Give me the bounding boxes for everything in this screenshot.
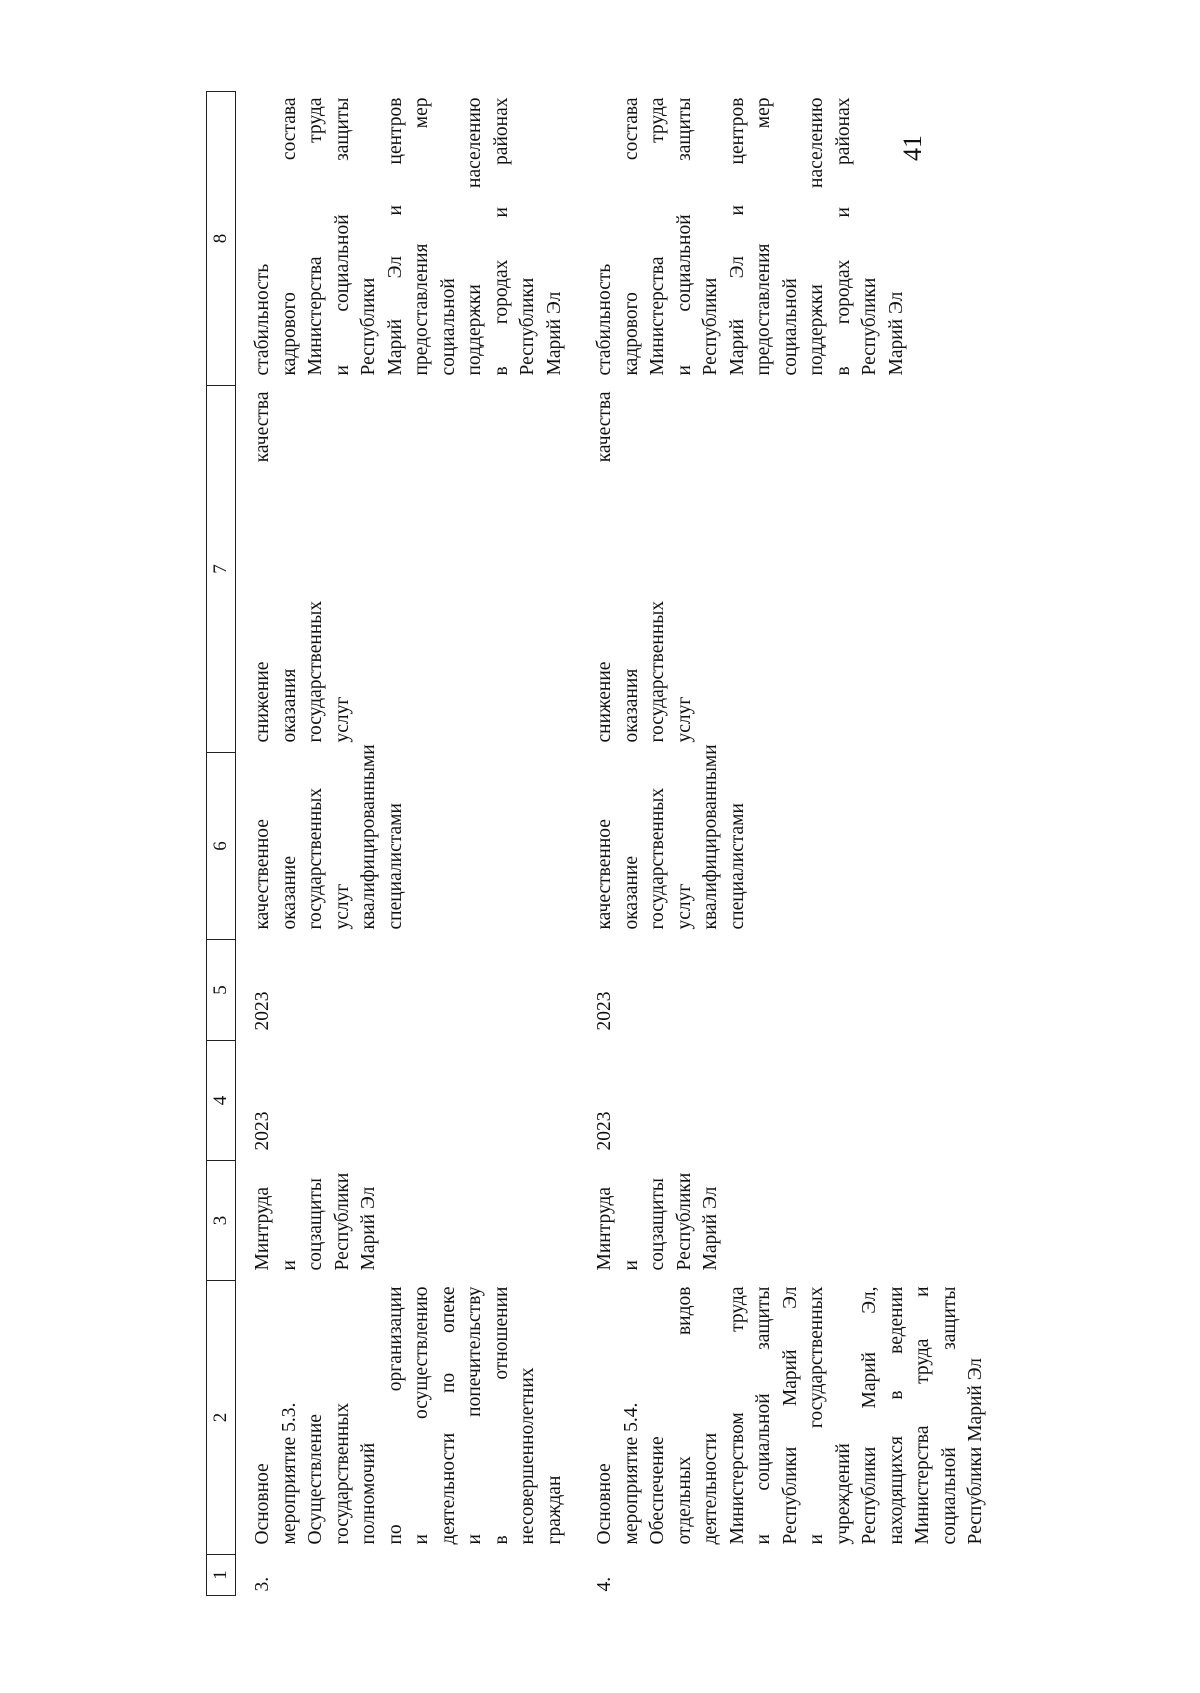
result-cell	[236, 744, 579, 940]
executor-line: и соцзащиты	[620, 1177, 668, 1271]
start-year-cell: 2023	[594, 1111, 615, 1151]
activity-line: мероприятие 5.4.	[620, 1402, 642, 1545]
activity-line: Республики Марий Эл	[779, 1286, 801, 1545]
activity-line: мероприятие 5.3.	[278, 1402, 300, 1545]
activity-cell	[236, 1281, 579, 1555]
activity-line: и социальной защиты	[753, 1286, 774, 1545]
result-line: качественное	[252, 819, 273, 930]
result-line: услуг	[673, 883, 695, 930]
activity-line: деятельности по опеке	[437, 1286, 459, 1545]
executor-line: Минтруда	[252, 1186, 273, 1271]
activity-cell	[578, 1281, 1000, 1555]
links-cell	[236, 92, 579, 386]
links-line: Марий Эл	[885, 291, 907, 376]
activity-line: в отношении	[490, 1286, 512, 1545]
links-line: кадрового состава	[620, 97, 642, 376]
executor-line: Марий Эл	[700, 1186, 721, 1271]
links-line: Министерства труда	[647, 97, 668, 376]
result-line: специалистами	[384, 803, 406, 930]
links-line: стабильность	[252, 263, 273, 376]
result-line: государственных	[305, 787, 326, 930]
table-header	[207, 92, 236, 1596]
header-col-1: 1	[207, 1555, 236, 1596]
links-line: Министерства труда	[305, 97, 326, 376]
header-col-6: 6	[207, 753, 236, 940]
activity-line: и государственных	[806, 1286, 827, 1545]
program-activities-table	[206, 91, 1000, 1596]
activity-line: находящихся в ведении	[885, 1286, 907, 1545]
activity-line: несовершеннолетних	[517, 1367, 538, 1545]
table-row	[236, 92, 579, 1596]
links-line: кадрового состава	[278, 97, 300, 376]
links-line: стабильность	[594, 263, 615, 376]
activity-line: отдельных видов	[673, 1286, 695, 1545]
links-line: Республики	[358, 277, 379, 376]
header-row	[207, 92, 236, 1596]
header-col-2: 2	[207, 1281, 236, 1555]
executor-line: Республики	[673, 1172, 695, 1271]
activity-line: Республики Марий Эл	[965, 1357, 986, 1545]
activity-line: Министерством труда	[726, 1286, 748, 1545]
links-line: предоставления мер	[411, 97, 432, 376]
result-line: государственных	[647, 787, 668, 930]
executor-line: и соцзащиты	[278, 1177, 326, 1271]
links-line: предоставления мер	[753, 97, 774, 376]
links-line: Республики	[700, 277, 721, 376]
links-line: поддержки населению	[806, 97, 827, 376]
end-year-cell: 2023	[252, 991, 273, 1031]
consequences-line: государственных	[647, 600, 668, 743]
header-col-7: 7	[207, 386, 236, 753]
executor-cell	[236, 1161, 579, 1281]
rotated-table-wrapper	[206, 92, 986, 1596]
header-col-5: 5	[207, 940, 236, 1041]
activity-line: деятельности	[700, 1432, 721, 1545]
consequences-line: услуг	[673, 696, 695, 743]
activity-line: и осуществлению	[411, 1286, 432, 1545]
table-row	[578, 92, 1000, 1596]
executor-line: Марий Эл	[358, 1186, 379, 1271]
activity-line: Обеспечение	[647, 1436, 668, 1545]
links-line: поддержки населению	[464, 97, 485, 376]
consequences-cell	[578, 386, 1000, 753]
result-line: оказание	[620, 856, 642, 930]
activity-line: Республики Марий Эл,	[859, 1286, 880, 1545]
header-col-4: 4	[207, 1041, 236, 1161]
links-line: Марий Эл	[543, 291, 565, 376]
consequences-cell	[236, 386, 579, 753]
consequences-line: снижение качества	[252, 391, 273, 743]
consequences-line: государственных	[305, 600, 326, 743]
activity-line: полномочий	[358, 1442, 379, 1545]
start-year-cell: 2023	[252, 1111, 273, 1151]
activity-line: учреждений	[832, 1443, 854, 1545]
links-line: Республики	[859, 277, 880, 376]
activity-line: социальной защиты	[938, 1286, 960, 1545]
consequences-line: снижение качества	[594, 391, 615, 743]
executor-cell	[578, 1161, 1000, 1281]
links-line: в городах и районах	[490, 97, 512, 376]
links-line: Республики	[517, 277, 538, 376]
links-cell	[578, 92, 1000, 386]
activity-line: и попечительству	[464, 1286, 485, 1545]
links-line: Марий Эл и центров	[726, 97, 748, 376]
result-cell	[578, 744, 1000, 940]
header-col-8: 8	[207, 92, 236, 386]
activity-line: Осуществление	[305, 1414, 326, 1545]
result-line: квалифицированными	[700, 744, 721, 930]
links-line: Марий Эл и центров	[384, 97, 406, 376]
activity-line: Министерства труда и	[912, 1286, 933, 1545]
links-line: в городах и районах	[832, 97, 854, 376]
page-number: 41	[898, 135, 927, 161]
row-number: 4.	[594, 1576, 615, 1592]
links-line: социальной	[779, 278, 801, 376]
consequences-line: оказания	[620, 668, 642, 743]
consequences-line: оказания	[278, 668, 300, 743]
links-line: и социальной защиты	[673, 97, 695, 376]
executor-line: Республики	[331, 1172, 353, 1271]
result-line: услуг	[331, 883, 353, 930]
end-year-cell: 2023	[594, 991, 615, 1031]
row-number: 3.	[252, 1576, 273, 1592]
result-line: оказание	[278, 856, 300, 930]
header-col-3: 3	[207, 1161, 236, 1281]
activity-line: Основное	[252, 1463, 273, 1545]
table-body	[236, 92, 1000, 1596]
activity-line: граждан	[543, 1475, 565, 1545]
result-line: качественное	[594, 819, 615, 930]
links-line: и социальной защиты	[331, 97, 353, 376]
activity-line: государственных	[331, 1402, 353, 1545]
executor-line: Минтруда	[594, 1186, 615, 1271]
result-line: специалистами	[726, 803, 748, 930]
result-line: квалифицированными	[358, 744, 379, 930]
consequences-line: услуг	[331, 696, 353, 743]
activity-line: Основное	[594, 1463, 615, 1545]
links-line: социальной	[437, 278, 459, 376]
activity-line: по организации	[384, 1286, 406, 1545]
